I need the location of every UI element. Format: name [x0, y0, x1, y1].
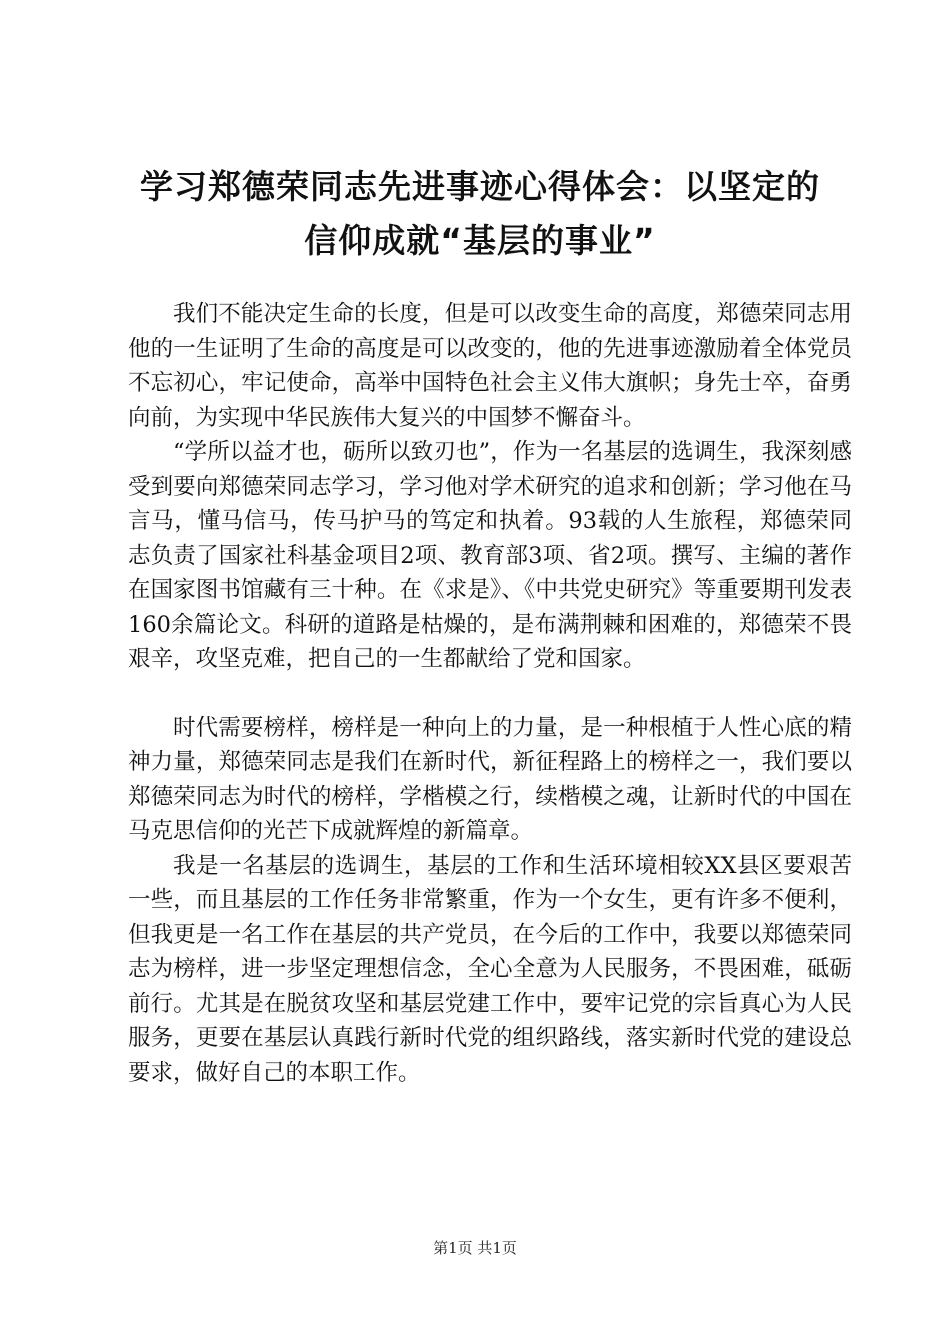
title-line: 学习郑德荣同志先进事迹心得体会：以坚定的: [140, 167, 820, 206]
paragraph: “学所以益才也，砺所以致刃也”，作为一名基层的选调生，我深刻感受到要向郑德荣同志学习，学习他对学术研究的追求和创新；学习他在马言马，懂马信马，传马护马的笃定和执着。93载的人生旅程，郑德荣同志负责了国家社科基金项目2项、教育部3项、省2项。撰写、主编的著作在国家图书馆藏有三十种。在《求是》、《中共党史研究》等重要期刊发表160余篇论文。科研的道路是枯燥的，是布满荆棘和困难的，郑德荣不畏艰辛，攻坚克难，把自己的一生都献给了党和国家。: [128, 439, 852, 672]
page-footer: 第1页 共1页: [433, 1239, 517, 1257]
paragraph: 我是一名基层的选调生，基层的工作和生活环境相较XX县区要艰苦一些，而且基层的工作任务非常繁重，作为一个女生，更有许多不便利，但我更是一名工作在基层的共产党员，在今后的工作中，我要以郑德荣同志为榜样，进一步坚定理想信念，全心全意为人民服务，不畏困难，砥砺前行。尤其是在脱贫攻坚和基层党建工作中，要牢记党的宗旨真心为人民服务，更要在基层认真践行新时代党的组织路线，落实新时代党的建设总要求，做好自己的本职工作。: [128, 852, 852, 1086]
document-title: [120, 160, 840, 268]
title-line: 信仰成就“基层的事业”: [304, 221, 656, 260]
document-body: [128, 297, 852, 1090]
paragraph: 我们不能决定生命的长度，但是可以改变生命的高度，郑德荣同志用他的一生证明了生命的高度是可以改变的，他的先进事迹激励着全体党员不忘初心，牢记使命，高举中国特色社会主义伟大旗帜；身先士卒，奋勇向前，为实现中华民族伟大复兴的中国梦不懈奋斗。: [128, 301, 852, 431]
paragraph: 时代需要榜样，榜样是一种向上的力量，是一种根植于人性心底的精神力量，郑德荣同志是我们在新时代，新征程路上的榜样之一，我们要以郑德荣同志为时代的榜样，学楷模之行，续楷模之魂，让新时代的中国在马克思信仰的光芒下成就辉煌的新篇章。: [128, 714, 852, 844]
